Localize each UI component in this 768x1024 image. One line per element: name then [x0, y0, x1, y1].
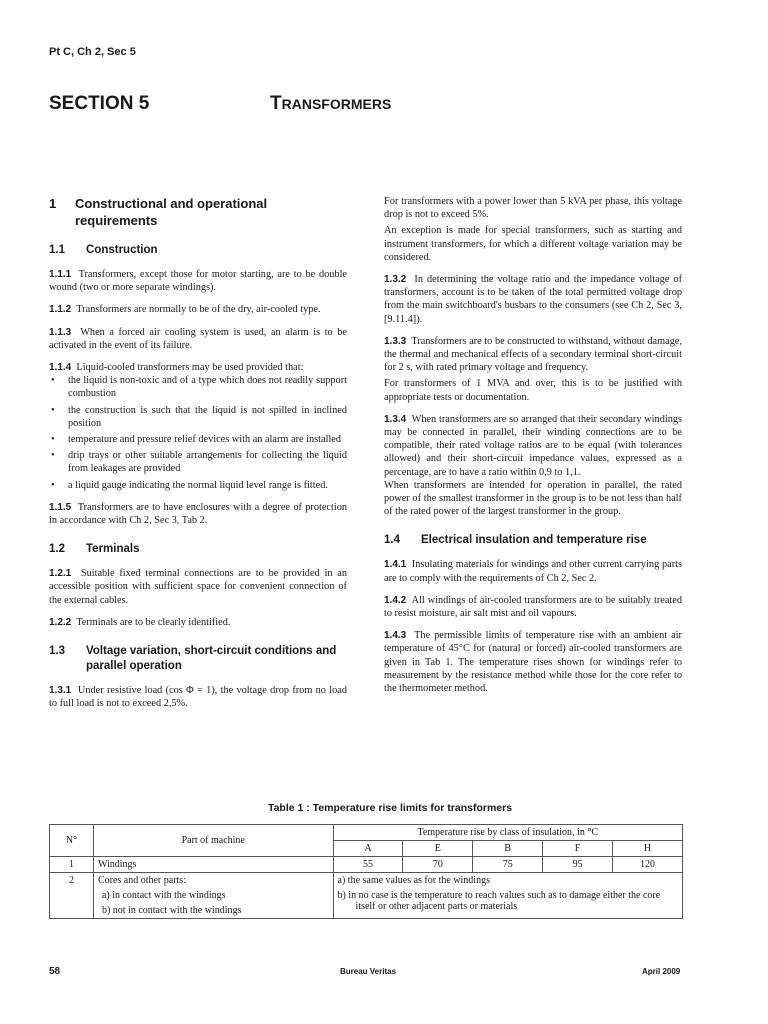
clause-text: The permissible limits of temperature rise with an ambient air temperature of 45°C for (natural or forced) air-cooled transformers are given in Tab 1. The temperature rises shown for windings refer to measurement by the resistance method while those for the core refer to the thermometer method.: [384, 630, 682, 695]
class-header: F: [543, 841, 613, 857]
table-cell: 75: [473, 857, 543, 873]
paragraph-1-3-2: [384, 273, 682, 326]
clause-number: 1.4.3: [384, 630, 407, 642]
clause-number: 1.4.2: [384, 594, 407, 606]
paragraph-1-3-3: [384, 335, 682, 375]
paragraph-1-1-4: [49, 361, 347, 374]
paragraph-1-3-4: [384, 413, 682, 479]
row-part-sub-b: b) not in contact with the windings: [101, 905, 242, 916]
heading-1-4: [384, 533, 682, 548]
row-part: [93, 873, 333, 919]
row-value-b: b) in no case is the temperature to reach values such as to damage either the core itself or other adjacent parts or materials: [337, 890, 661, 912]
list-item: • the construction is such that the liquid is not spilled in inclined position: [49, 404, 347, 430]
paragraph-1-3-4-continued: When transformers are intended for operation in parallel, the rated power of the smallest transformer in the group is to be not less than half of the rated power of the largest transformer in the group.: [384, 479, 682, 518]
clause-text: Liquid-cooled transformers may be used provided that:: [76, 362, 304, 374]
heading-number: 1.1: [49, 244, 65, 256]
paragraph-1-3-1-continued: For transformers with a power lower than 5 kVA per phase, this voltage drop is not to exceed 5%.: [384, 196, 682, 221]
paragraph-1-1-5: [49, 501, 347, 527]
heading-number: 1.3: [49, 645, 65, 658]
section-title-rest: RANSFORMERS: [281, 96, 392, 112]
running-header: Pt C, Ch 2, Sec 5: [49, 46, 136, 58]
temperature-rise-table: [49, 824, 683, 919]
clause-number: 1.3.4: [384, 413, 407, 425]
clause-number: 1.1.1: [49, 269, 72, 280]
clause-text: When transformers are so arranged that their secondary windings may be connected in parallel, their winding connections are to be compatible, their rated voltage ratios are to be equal (with tolerances allowed) and their short-circuit impedance values, expressed as a percentage, are to have a ratio within 0,9 to 1,1.: [384, 413, 683, 478]
clause-number: 1.2.2: [49, 616, 72, 628]
paragraph-1-4-3: [384, 629, 682, 695]
class-header: E: [403, 841, 473, 857]
paragraph-1-3-1-exception: An exception is made for special transformers, such as starting and instrument transformers, for which a different voltage variation may be considered.: [384, 225, 682, 263]
table-cell: 70: [403, 857, 473, 873]
heading-number: 1.4: [384, 534, 400, 547]
section-number: SECTION 5: [49, 93, 150, 114]
row-values: [333, 873, 682, 919]
paragraph-1-3-1: [49, 684, 347, 710]
list-item: • the liquid is non-toxic and of a type which does not readily support combustion: [49, 374, 347, 400]
clause-number: 1.2.1: [49, 568, 72, 580]
row-part: Windings: [93, 857, 333, 873]
row-part-title: Cores and other parts:: [97, 875, 186, 886]
left-column: [49, 195, 347, 710]
class-header: A: [333, 841, 403, 857]
paragraph-1-4-1: [384, 558, 682, 584]
heading-text: Electrical insulation and temperature rise: [421, 534, 647, 547]
bullet-list: [49, 374, 347, 492]
clause-text: Terminals are to be clearly identified.: [76, 616, 231, 628]
publication-date: April 2009: [642, 967, 681, 976]
paragraph-1-1-2: [49, 303, 347, 316]
clause-text: Suitable fixed terminal connections are to be provided in an accessible position with sufficient space for convenient connection of the external cables.: [49, 568, 347, 606]
column-header-temperature: Temperature rise by class of insulation, in °C: [333, 825, 682, 841]
clause-number: 1.1.5: [49, 501, 72, 513]
class-header: H: [613, 841, 683, 857]
table-cell: 95: [543, 857, 613, 873]
clause-text: Transformers are normally to be of the dry, air-cooled type.: [76, 304, 321, 316]
heading-number: 1: [49, 196, 57, 211]
list-item: • drip trays or other suitable arrangements for collecting the liquid from leakages are provided: [49, 449, 347, 475]
heading-number: 1.2: [49, 543, 65, 556]
clause-number: 1.1.2: [49, 304, 72, 316]
clause-text: In determining the voltage ratio and the impedance voltage of transformers, account is to be taken of the total permitted voltage drop from the main switchboard's busbars to the consumers (see Ch 2, Sec 3, [9.11.4]).: [384, 274, 682, 325]
clause-text: When a forced air cooling system is used, an alarm is to be activated in the event of its failure.: [49, 326, 347, 351]
row-value-a: a) the same values as for the windings: [337, 875, 490, 886]
paragraph-1-4-2: [384, 594, 682, 620]
page-number: 58: [49, 966, 61, 977]
column-header-number: N°: [50, 825, 94, 857]
list-item: • temperature and pressure relief devices with an alarm are installed: [49, 433, 347, 446]
table-cell: 120: [613, 857, 683, 873]
publisher: Bureau Veritas: [340, 967, 397, 976]
table-cell: 55: [333, 857, 403, 873]
heading-text: Construction: [86, 244, 158, 256]
paragraph-1-2-2: [49, 616, 347, 629]
table-caption: Table 1 : Temperature rise limits for transformers: [267, 802, 513, 814]
paragraph-1-1-1: [49, 268, 347, 294]
table-row: [50, 873, 683, 919]
clause-text: Transformers are to be constructed to withstand, without damage, the thermal and mechanical effects of a secondary terminal short-circuit for 2 s, with rated primary voltage and frequency.: [384, 335, 682, 374]
clause-number: 1.3.2: [384, 274, 407, 286]
clause-text: All windings of air-cooled transformers are to be suitably treated to resist moisture, air salt mist and oil vapours.: [384, 594, 682, 620]
clause-text: Insulating materials for windings and other current carrying parts are to comply with the requirements of Ch 2, Sec 2.: [384, 559, 682, 584]
heading-1-1: [49, 243, 347, 258]
clause-number: 1.3.3: [384, 335, 407, 347]
clause-number: 1.3.1: [49, 685, 72, 697]
list-item: • a liquid gauge indicating the normal liquid level range is fitted.: [49, 479, 347, 492]
row-part-sub-a: a) in contact with the windings: [101, 890, 226, 901]
section-title-initial: T: [270, 93, 282, 114]
heading-text: Terminals: [86, 543, 140, 556]
clause-number: 1.4.1: [384, 559, 407, 571]
paragraph-1-3-3-continued: For transformers of 1 MVA and over, this is to be justified with appropriate tests or documentation.: [384, 378, 682, 403]
table-row: [50, 857, 683, 873]
column-header-part: Part of machine: [93, 825, 333, 857]
row-number: 2: [50, 873, 94, 919]
row-number: 1: [50, 857, 94, 873]
paragraph-1-1-3: [49, 326, 347, 352]
class-header: B: [473, 841, 543, 857]
clause-text: Transformers, except those for motor starting, are to be double wound (two or more separate windings).: [49, 269, 347, 294]
heading-1: [49, 195, 347, 229]
clause-number: 1.1.4: [49, 362, 72, 374]
heading-text: Voltage variation, short-circuit conditions and parallel operation: [86, 645, 337, 673]
section-title: [270, 93, 391, 115]
paragraph-1-2-1: [49, 567, 347, 607]
clause-text: Transformers are to have enclosures with a degree of protection in accordance with Ch 2, Sec 3, Tab 2.: [49, 501, 347, 527]
heading-1-2: [49, 542, 347, 557]
clause-number: 1.1.3: [49, 326, 72, 338]
clause-text: Under resistive load (cos Φ = 1), the voltage drop from no load to full load is not to exceed 2,5%.: [49, 685, 347, 710]
heading-text: Constructional and operational requirements: [75, 196, 268, 228]
heading-1-3: [49, 644, 347, 674]
right-column: [384, 195, 682, 695]
